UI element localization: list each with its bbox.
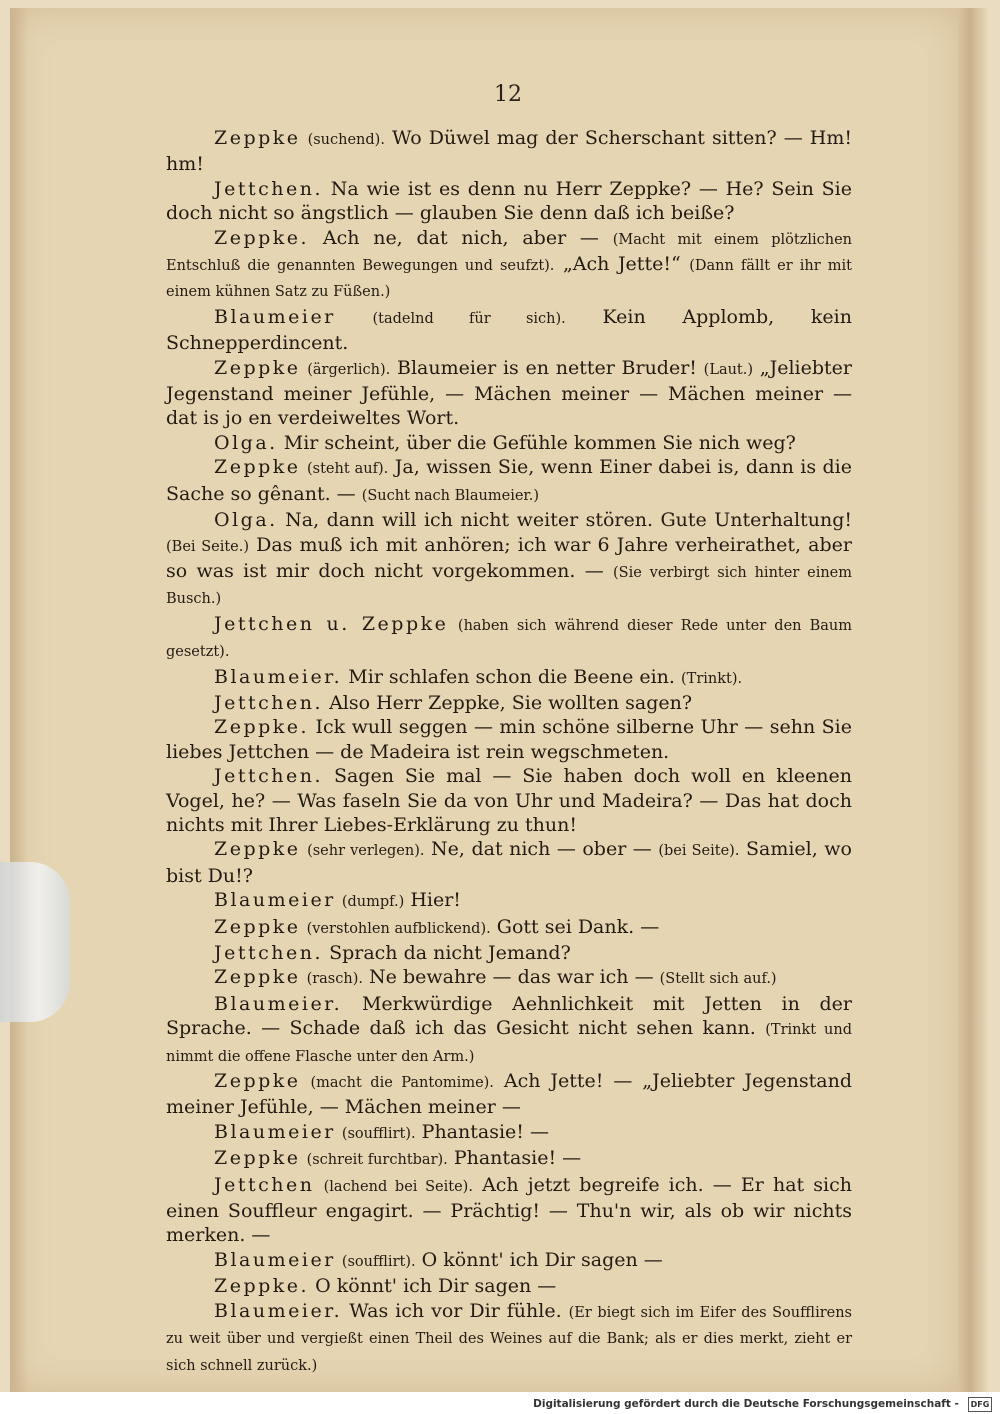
dialogue-paragraph <box>166 1146 852 1172</box>
dialogue-paragraph <box>166 992 852 1069</box>
dialogue-text: Ne bewahre — das war ich — <box>369 966 654 989</box>
speaker-name: Zeppke <box>214 838 301 861</box>
dialogue-text: O könnt' ich Dir sagen — <box>421 1248 663 1271</box>
speaker-name: Blaumeier <box>214 1248 336 1271</box>
dialogue-text: Ach jetzt begreife ich. — Er hat sich einen Souffleur engagirt. — Prächtig! — Thu'n wir, als ob wir nichts merken. — <box>166 1173 852 1247</box>
dialogue-text: Ja, wissen Sie, wenn Einer dabei is, dann is die Sache so gênant. — <box>166 456 853 505</box>
dialogue-paragraph <box>166 126 852 177</box>
speaker-name: Zeppke. <box>214 716 310 739</box>
stage-direction: (ärgerlich). <box>307 361 391 378</box>
dialogue-text: Mir schlafen schon die Beene ein. <box>348 665 675 688</box>
speaker-name: Blaumeier <box>214 305 336 328</box>
speaker-name: Blaumeier <box>214 1120 336 1143</box>
page-edge <box>958 8 988 1392</box>
dialogue-text: Also Herr Zeppke, Sie wollten sagen? <box>329 691 693 714</box>
speaker-name: Zeppke. <box>214 226 310 249</box>
dialogue-paragraph <box>166 691 852 715</box>
dialogue-paragraph <box>166 837 852 888</box>
stage-direction: (Dann fällt er ihr mit einem kühnen Satz zu Füßen.) <box>166 258 852 301</box>
dialogue-paragraph <box>166 715 852 764</box>
play-text <box>166 126 852 1378</box>
stage-direction: (bei Seite). <box>658 843 740 860</box>
dialogue-paragraph <box>166 941 852 965</box>
speaker-name: Jettchen. <box>214 177 324 200</box>
dialogue-text: Sprach da nicht Jemand? <box>329 942 571 964</box>
footer-credit: Digitalisierung gefördert durch die Deutsche Forschungsgemeinschaft - <box>533 1398 959 1410</box>
stage-direction: (haben sich während dieser Rede unter den Baum gesetzt). <box>166 617 852 661</box>
dialogue-text: Phantasie! — <box>421 1120 549 1143</box>
speaker-name: Zeppke <box>214 356 301 379</box>
dialogue-text: Ach Jette! — „Jeliebter Jegenstand meiner Jefühle, — Mächen meiner — <box>166 1070 853 1119</box>
speaker-name: Jettchen <box>214 1173 315 1196</box>
speaker-name: Zeppke <box>214 1147 301 1170</box>
dialogue-paragraph <box>166 1173 852 1248</box>
dialogue-text: Was ich vor Dir fühle. <box>349 1299 562 1322</box>
dialogue-text: „Ach Jette!“ <box>562 253 681 276</box>
speaker-name: Zeppke <box>214 915 301 938</box>
scanner-clip <box>0 862 70 1022</box>
dialogue-paragraph <box>166 508 852 612</box>
dialogue-text: „Jeliebter Jegenstand meiner Jefühle, — Mächen meiner — Mächen meiner — dat is jo en verdeiweltes Wort. <box>166 356 852 430</box>
dialogue-paragraph <box>166 888 852 914</box>
page-number: 12 <box>494 82 522 107</box>
dialogue-text: Kein Applomb, kein Schnepperdincent. <box>166 305 852 355</box>
dialogue-paragraph <box>166 1248 852 1274</box>
stage-direction: (suchend). <box>307 132 385 148</box>
speaker-name: Blaumeier. <box>214 992 343 1015</box>
page-binding-shadow <box>10 8 28 1392</box>
dialogue-text: Merkwürdige Aehnlichkeit mit Jetten in der Sprache. — Schade daß ich das Gesicht nicht sehen kann. <box>166 992 852 1040</box>
dialogue-paragraph <box>166 305 852 356</box>
dialogue-text: Sagen Sie mal — Sie haben doch woll en kleenen Vogel, he? — Was faseln Sie da von Uhr und Madeira? — Das hat doch nichts mit Ihrer Liebes-Erklärung zu thun! <box>166 765 852 836</box>
stage-direction: (tadelnd für sich). <box>372 310 566 327</box>
speaker-name: Blaumeier <box>214 889 336 912</box>
speaker-name: Jettchen. <box>214 691 324 714</box>
stage-direction: (verstohlen aufblickend). <box>306 920 491 937</box>
stage-direction: (Laut.) <box>703 361 754 378</box>
footer <box>0 1392 1000 1414</box>
dialogue-paragraph <box>166 1299 852 1378</box>
dialogue-paragraph <box>166 764 852 837</box>
stage-direction: (Sie verbirgt sich hinter einem Busch.) <box>166 564 852 608</box>
stage-direction: (Trinkt und nimmt die offene Flasche unter den Arm.) <box>166 1022 852 1065</box>
dialogue-paragraph <box>166 1274 852 1298</box>
stage-direction: (macht die Pantomime). <box>310 1075 494 1092</box>
stage-direction: (rasch). <box>306 971 363 988</box>
dialogue-text: Gott sei Dank. — <box>496 915 660 938</box>
speaker-name: Zeppke <box>214 1070 301 1093</box>
dialogue-text: Samiel, wo bist Du!? <box>166 838 852 887</box>
dialogue-text: Na wie ist es denn nu Herr Zeppke? — He? Sein Sie doch nicht so ängstlich — glauben Sie denn daß ich beiße? <box>166 177 853 225</box>
dialogue-text: Wo Düwel mag der Scherschant sitten? — Hm! hm! <box>166 127 853 176</box>
speaker-name: Olga. <box>214 509 278 532</box>
stage-direction: (Bei Seite.) <box>166 538 250 555</box>
dialogue-paragraph <box>166 1120 852 1146</box>
stage-direction: (Stellt sich auf.) <box>659 971 777 988</box>
dialogue-text: Phantasie! — <box>453 1147 582 1170</box>
dialogue-paragraph <box>166 1069 852 1120</box>
stage-direction: (Sucht nach Blaumeier.) <box>361 487 540 504</box>
dialogue-text: Hier! <box>410 889 461 912</box>
dialogue-paragraph <box>166 177 852 226</box>
stage-direction: (schreit furchtbar). <box>306 1152 448 1169</box>
speaker-name: Jettchen u. Zeppke <box>214 612 449 635</box>
dialogue-paragraph <box>166 455 852 508</box>
dialogue-text: Ne, dat nich — ober — <box>431 838 652 861</box>
stage-direction: (lachend bei Seite). <box>323 1178 473 1195</box>
speaker-name: Zeppke <box>214 456 301 479</box>
stage-direction: (Macht mit einem plötzlichen Entschluß die genannten Bewegungen und seufzt). <box>166 231 852 275</box>
dialogue-paragraph <box>166 226 852 305</box>
stage-direction: (Trinkt). <box>681 670 743 687</box>
dialogue-text: Das muß ich mit anhören; ich war 6 Jahre verheirathet, aber so was ist mir doch nicht vorgekommen. — <box>166 533 852 582</box>
dialogue-paragraph <box>166 915 852 941</box>
dialogue-paragraph <box>166 612 852 665</box>
dialogue-text: Blaumeier is en netter Bruder! <box>397 356 697 379</box>
stage-direction: (dumpf.) <box>341 894 405 911</box>
stage-direction: (soufflirt). <box>341 1253 416 1270</box>
dialogue-text: Mir scheint, über die Gefühle kommen Sie nich weg? <box>283 431 796 454</box>
stage-direction: (steht auf). <box>306 461 389 478</box>
stage-direction: (soufflirt). <box>341 1125 416 1142</box>
stage-direction: (sehr verlegen). <box>307 843 425 860</box>
speaker-name: Zeppke <box>214 127 301 149</box>
dfg-logo: DFG <box>968 1397 992 1412</box>
dialogue-paragraph <box>166 356 852 431</box>
speaker-name: Blaumeier. <box>214 665 343 688</box>
dialogue-text: Ick wull seggen — min schöne silberne Uhr — sehn Sie liebes Jettchen — de Madeira ist rein wegschmeten. <box>166 716 852 763</box>
dialogue-paragraph <box>166 665 852 691</box>
speaker-name: Olga. <box>214 431 278 454</box>
speaker-name: Zeppke <box>214 966 301 989</box>
dialogue-text: Ach ne, dat nich, aber — <box>322 226 599 249</box>
speaker-name: Zeppke. <box>214 1275 310 1298</box>
dialogue-paragraph <box>166 965 852 991</box>
dialogue-text: O könnt' ich Dir sagen — <box>315 1275 557 1298</box>
speaker-name: Blaumeier. <box>214 1299 343 1322</box>
speaker-name: Jettchen. <box>214 765 324 788</box>
dialogue-text: Na, dann will ich nicht weiter stören. Gute Unterhaltung! <box>285 509 852 532</box>
stage-direction: (Er biegt sich im Eifer des Soufflirens zu weit über und vergießt einen Theil des Weines auf die Bank; als er dies merkt, zieht er sich schnell zurück.) <box>166 1304 852 1374</box>
dialogue-paragraph <box>166 431 852 455</box>
speaker-name: Jettchen. <box>214 942 324 964</box>
